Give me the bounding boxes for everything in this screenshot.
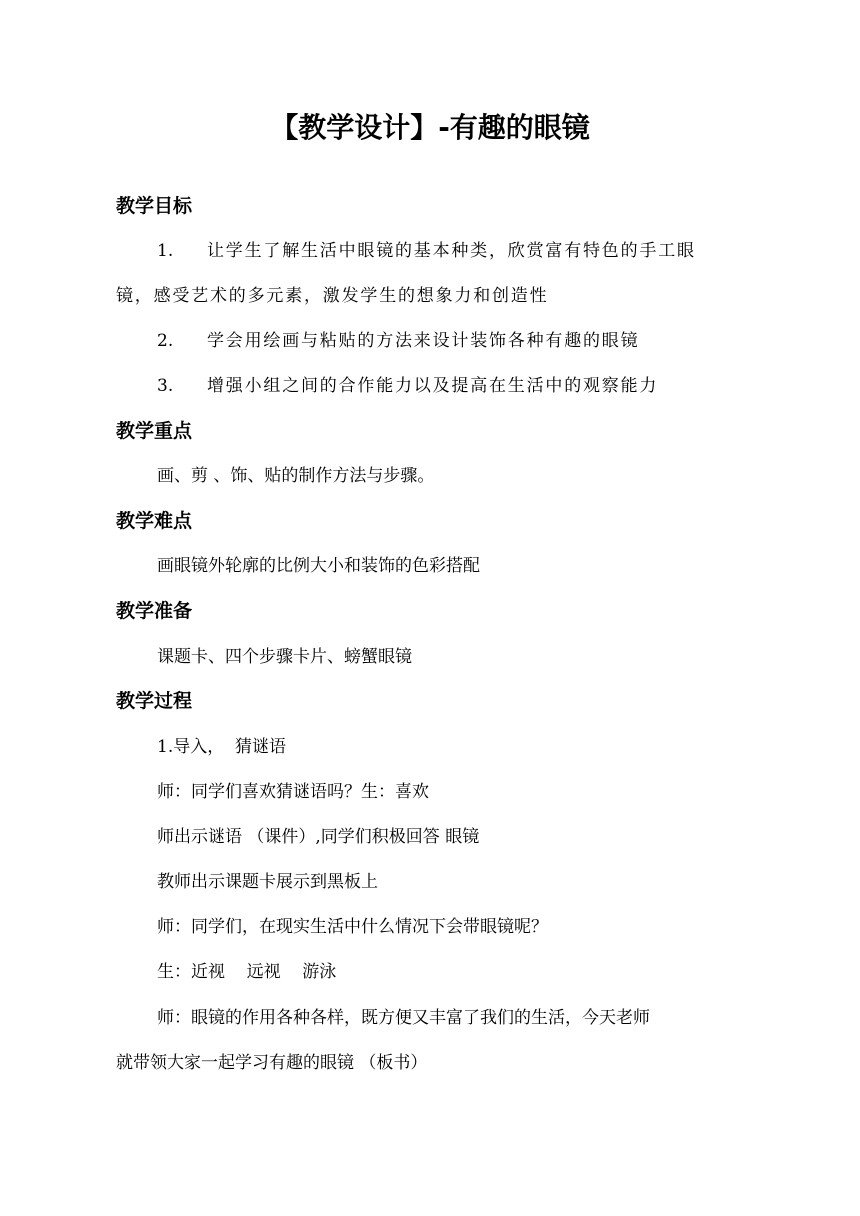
objective-text: 增强小组之间的合作能力以及提高在生活中的观察能力 — [207, 376, 659, 396]
objective-text: 学会用绘画与粘贴的方法来设计装饰各种有趣的眼镜 — [207, 331, 640, 351]
process-line: 师出示谜语 （课件）,同学们积极回答 眼镜 — [157, 827, 480, 847]
objective-item-1-continued: 镜，感受艺术的多元素，激发学生的想象力和创造性 — [116, 286, 549, 306]
process-line: 1.导入， 猜谜语 — [157, 737, 287, 757]
document-title: 【教学设计】-有趣的眼镜 — [270, 111, 590, 144]
section-heading-preparation: 教学准备 — [116, 600, 193, 622]
process-line: 师：同学们喜欢猜谜语吗？生：喜欢 — [157, 782, 429, 802]
process-line: 生：近视 远视 游泳 — [157, 962, 337, 982]
process-line: 师：眼镜的作用各种各样，既方便又丰富了我们的生活，今天老师 — [157, 1008, 650, 1028]
objective-number: 1. — [157, 241, 174, 261]
difficulties-text: 画眼镜外轮廓的比例大小和装饰的色彩搭配 — [157, 556, 480, 576]
objective-number: 2. — [157, 331, 174, 351]
objective-item-3 — [157, 371, 658, 401]
section-heading-objectives: 教学目标 — [116, 195, 193, 217]
keypoints-text: 画、剪 、饰、贴的制作方法与步骤。 — [157, 466, 435, 486]
section-heading-keypoints: 教学重点 — [116, 420, 193, 442]
section-heading-difficulties: 教学难点 — [116, 510, 193, 532]
objective-item-2 — [157, 326, 639, 356]
process-line: 教师出示课题卡展示到黑板上 — [157, 872, 378, 892]
process-line: 就带领大家一起学习有趣的眼镜 （板书） — [116, 1053, 428, 1073]
preparation-text: 课题卡、四个步骤卡片、螃蟹眼镜 — [157, 647, 412, 667]
objective-number: 3. — [157, 376, 174, 396]
objective-item-1 — [157, 236, 696, 266]
process-line: 师：同学们，在现实生活中什么情况下会带眼镜呢？ — [157, 917, 548, 937]
section-heading-process: 教学过程 — [116, 690, 193, 712]
objective-text: 让学生了解生活中眼镜的基本种类，欣赏富有特色的手工眼 — [207, 241, 696, 261]
